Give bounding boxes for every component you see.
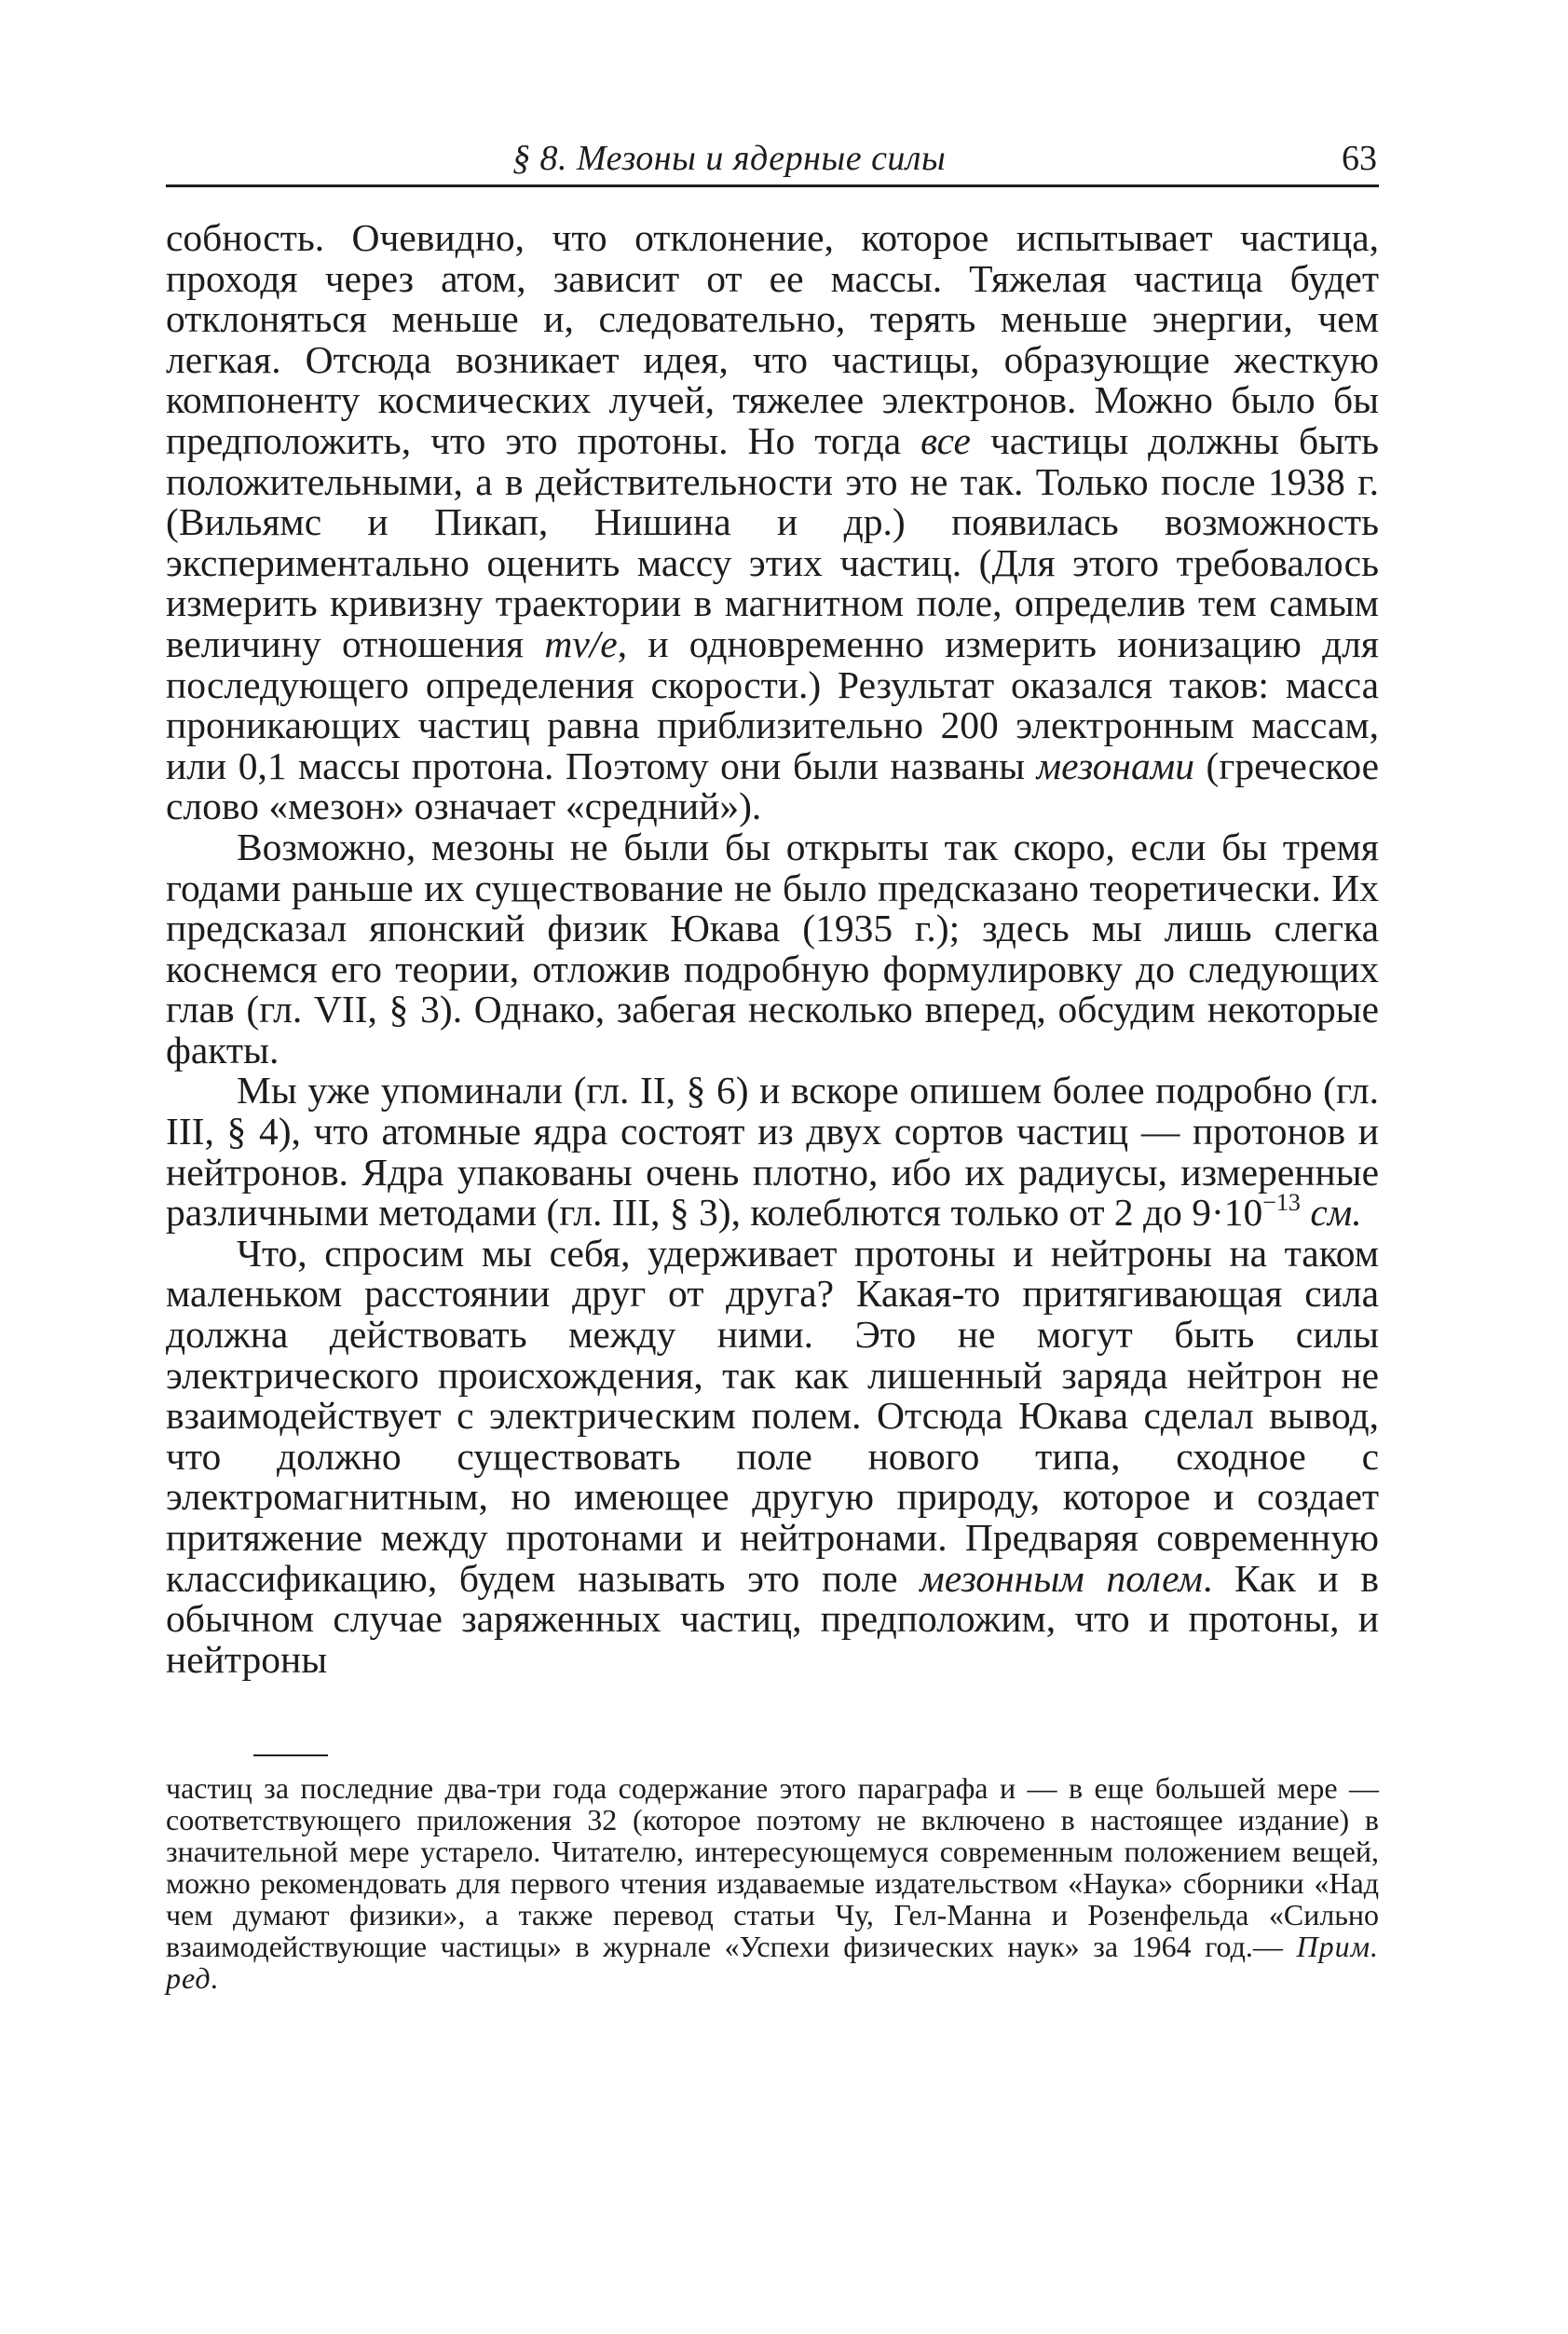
paragraph-1-text-g: (греческое слово «мезон» означает «средний»). <box>166 744 1380 828</box>
paragraph-1-text-a: собность. Очевидно, что отклонение, которое испытывает частица, проходя через атом, зависит от ее массы. Тяжелая частица будет отклоняться меньше и, следовательно, терять меньше энергии, чем легкая. Отсюда возникает идея, что частицы, образующие жесткую компоненту космических лучей, тяжелее электронов. Можно было бы предположить, что это протоны. Но тогда <box>166 216 1379 462</box>
paragraph-3 <box>166 1071 1379 1233</box>
footnote-paragraph <box>166 1772 1379 1994</box>
footnote-text: частиц за последние два-три года содержание этого параграфа и — в еще большей мере — соответствующего приложения 32 (которое поэтому не включено в настоящее издание) в значительной мере устарело. Читателю, интересующемуся современным положением вещей, можно рекомендовать для первого чтения издаваемые издательством «Наука» сборники «Над чем думают физики», а также перевод статьи Чу, Гел-Манна и Розенфельда «Сильно взаимодействующие частицы» в журнале «Успехи физических наук» за 1964 год.— <box>166 1771 1379 1963</box>
running-header-title: § 8. Мезоны и ядерные силы <box>512 139 947 178</box>
exponent: −13 <box>1262 1189 1301 1217</box>
header-rule <box>166 184 1379 187</box>
running-header <box>166 138 1377 186</box>
paragraph-4-text-a: Что, спросим мы себя, удерживает протоны и нейтроны на таком маленьком расстоянии друг от друга? Какая-то притягивающая сила должна действовать между ними. Это не могут быть силы электрического происхождения, так как лишенный заряда нейтрон не взаимодействует с электрическим полем. Отсюда Юкава сделал вывод, что должно существовать поле нового типа, сходное с электромагнитным, но имеющее другую природу, которое и создает притяжение между протонами и нейтронами. Предваряя современную классификацию, будем называть это поле <box>166 1231 1379 1600</box>
paragraph-2: Возможно, мезоны не были бы открыты так скоро, если бы тремя годами раньше их существование не было предсказано теоретически. Их предсказал японский физик Юкава (1935 г.); здесь мы лишь слегка коснемся его теории, отложив подробную формулировку до следующих глав (гл. VII, § 3). Однако, забегая несколько вперед, обсудим некоторые факты. <box>166 825 1379 1071</box>
emphasis-all: все <box>920 418 971 462</box>
term-mesons: мезонами <box>1036 744 1194 787</box>
page-number: 63 <box>1342 139 1377 178</box>
formula-mv-e: mv/e <box>544 621 618 665</box>
paragraph-1-text-e: , и одновременно измерить ионизацию для последующего определения скорости.) Результат оказался таков: масса проникающих частиц равна приблизительно 200 электронным массам, или 0,1 массы протона. Поэтому они были названы <box>166 621 1379 787</box>
footnote-rule <box>253 1754 328 1756</box>
paragraph-1 <box>166 218 1379 827</box>
paragraph-4 <box>166 1231 1379 1681</box>
editor-note: Прим. ред. <box>166 1930 1379 1995</box>
paragraph-4-text-c: . Как и в обычном случае заряженных частиц, предположим, что и протоны, и нейтроны <box>166 1556 1379 1681</box>
footnote <box>166 1772 1379 1994</box>
paragraph-3-text-a: Мы уже упоминали (гл. II, § 6) и вскоре опишем более подробно (гл. III, § 4), что атомные ядра состоят из двух сортов частиц — протонов и нейтронов. Ядра упакованы очень плотно, ибо их радиусы, измеренные различными методами (гл. III, § 3), колеблются только от 2 до 9·10 <box>166 1069 1379 1235</box>
paragraph-1-text-c: частицы должны быть положительными, а в действительности это не так. Только после 1938 г. (Вильямс и Пикап, Нишина и др.) появилась возможность экспериментально оценить массу этих частиц. (Для этого требовалось измерить кривизну траектории в магнитном поле, определив тем самым величину отношения <box>166 418 1380 665</box>
term-meson-field: мезонным полем <box>920 1556 1203 1600</box>
unit-cm: см. <box>1300 1191 1362 1235</box>
body-text <box>166 218 1379 1680</box>
